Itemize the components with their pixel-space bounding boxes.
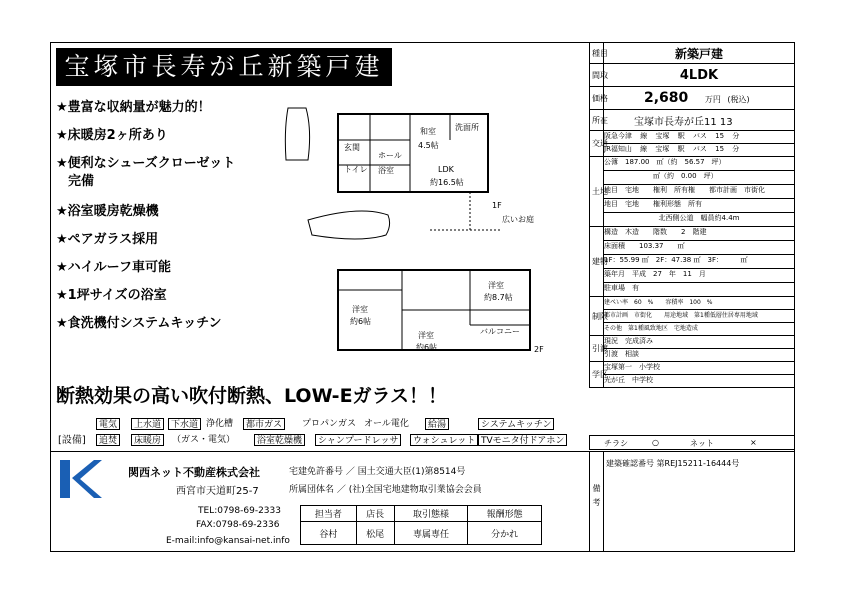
room-label: LDK xyxy=(438,165,454,174)
company-fax: FAX:0798-69-2336 xyxy=(196,520,280,530)
room-label: 4.5帖 xyxy=(418,141,439,150)
handover-row: 現況 完成済み xyxy=(604,336,794,349)
company-email: E-mail:info@kansai-net.info xyxy=(166,536,290,546)
price-unit: 万円 xyxy=(704,95,721,104)
room-label: ホール xyxy=(378,151,402,160)
room-label: 洋室 xyxy=(418,331,434,340)
equipment-item: TVモニタ付ドアホン xyxy=(478,434,567,446)
traffic-label: 交通 xyxy=(590,131,604,157)
headline: 断熱効果の高い吹付断熱、LOW-Eガラス！！ xyxy=(56,385,447,407)
floor-label: 2F xyxy=(534,345,544,354)
room-label: 洋室 xyxy=(488,281,504,290)
land-label: 土地 xyxy=(590,157,604,227)
room-label: 約8.7帖 xyxy=(484,293,513,302)
legal-row: 建ぺい率 60 % 容積率 100 % xyxy=(604,297,794,310)
feature-item: ★ペアガラス採用 xyxy=(56,232,159,247)
staff-header: 担当者 xyxy=(301,506,357,522)
school-row: 光が丘 中学校 xyxy=(604,376,653,384)
handover-row: 引渡 相談 xyxy=(604,350,639,358)
staff-header: 店長 xyxy=(356,506,394,522)
room-label: 約16.5帖 xyxy=(430,178,464,187)
equipment-item: システムキッチン xyxy=(478,418,554,430)
remarks-box xyxy=(589,451,795,552)
building-row: 駐車場 有 xyxy=(604,284,639,292)
layout-value: 4LDK xyxy=(604,64,795,87)
company-tel: TEL:0798-69-2333 xyxy=(198,506,281,516)
remarks-label: 備考 xyxy=(590,452,604,551)
company-association: 所属団体名 ／ (社)全国宅地建物取引業協会会員 xyxy=(289,485,482,495)
floor-plan xyxy=(270,90,570,360)
traffic-row-1: 阪急今津 線 宝塚 駅 バス 15 分 xyxy=(604,131,794,144)
price-label: 価格 xyxy=(590,87,604,110)
equipment-item: プロパンガス xyxy=(302,419,357,429)
feature-item: ★便利なシューズクローゼット xyxy=(56,156,236,171)
land-row: 北西側公道 幅員約4.4m xyxy=(658,214,740,222)
room-label: 浴室 xyxy=(378,166,394,175)
price-value: 2,680 xyxy=(644,90,689,106)
staff-header: 報酬形態 xyxy=(468,506,542,522)
building-row: 築年月 平成 27 年 11 月 xyxy=(604,269,794,283)
floor-label: 1F xyxy=(492,201,502,210)
staff-value: 松尾 xyxy=(356,522,394,545)
room-label: 約6帖 xyxy=(416,343,438,352)
building-row: 1F：55.99 ㎡ 2F：47.38 ㎡ 3F： ㎡ xyxy=(604,255,794,269)
feature-item: ★床暖房2ヶ所あり xyxy=(56,128,168,143)
company-logo xyxy=(58,458,104,500)
feature-item: 完備 xyxy=(68,174,95,189)
staff-value: 谷村 xyxy=(301,522,357,545)
room-label: 広いお庭 xyxy=(502,215,534,224)
school-row: 宝塚第一 小学校 xyxy=(604,362,794,375)
land-row: 公簿 187.00 ㎡（約 56.57 坪） xyxy=(604,157,794,171)
room-label: バルコニー xyxy=(480,327,520,336)
land-row: 地目 宅地 権利形態 所有 xyxy=(604,199,794,213)
layout-label: 間取 xyxy=(590,64,604,87)
equipment-item: 都市ガス xyxy=(243,418,285,430)
net-value: × xyxy=(750,438,757,447)
equipment-item: 浴室乾燥機 xyxy=(254,434,305,446)
flyer-label: チラシ xyxy=(604,439,628,448)
legal-row: 都市計画 市街化 用途地域 第1種低層住居専用地域 xyxy=(604,310,794,323)
room-label: 約6帖 xyxy=(350,317,372,326)
divider xyxy=(50,451,603,452)
location-label: 所在 xyxy=(590,110,604,131)
room-label: 洋室 xyxy=(352,305,368,314)
staff-value: 専属専任 xyxy=(394,522,468,545)
flyer-net-row xyxy=(589,435,795,450)
car-icon xyxy=(308,211,390,239)
room-label: 玄関 xyxy=(344,143,360,152)
handover-label: 引渡 xyxy=(590,336,604,362)
type-label: 種目 xyxy=(590,43,604,64)
room-label: 洗面所 xyxy=(455,123,479,132)
flyer-value: ○ xyxy=(652,438,659,447)
equipment-item: 床暖房 xyxy=(131,434,164,446)
building-row: 床面積 103.37 ㎡ xyxy=(604,241,794,255)
feature-item: ★食洗機付システムキッチン xyxy=(56,316,222,331)
equipment-item: 上水道 xyxy=(131,418,164,430)
equipment-item: オール電化 xyxy=(364,419,409,429)
land-row: 地目 宅地 権利 所有権 都市計画 市街化 xyxy=(604,185,794,199)
type-value: 新築戸建 xyxy=(604,43,795,64)
page-title: 宝塚市長寿が丘新築戸建 xyxy=(56,48,392,86)
equipment-item: （ガス・電気） xyxy=(172,435,236,445)
equipment-item: 電気 xyxy=(96,418,120,430)
feature-item: ★浴室暖房乾燥機 xyxy=(56,204,159,219)
legal-label: 制限 xyxy=(590,297,604,336)
building-label: 建物 xyxy=(590,227,604,297)
equipment-item: 給湯 xyxy=(425,418,449,430)
legal-row: その他 第1種風致地区 宅地造成 xyxy=(604,325,698,332)
net-label: ネット xyxy=(690,439,714,448)
company-name: 関西ネット不動産株式会社 xyxy=(128,466,260,479)
car-icon xyxy=(285,108,309,160)
room-label: 和室 xyxy=(420,127,436,136)
equipment-item: ウォシュレット xyxy=(410,434,478,446)
school-label: 学区 xyxy=(590,362,604,388)
remarks-value: 建築確認番号 第REJ15211-16444号 xyxy=(606,459,740,468)
staff-table xyxy=(300,505,542,545)
room-label: トイレ xyxy=(344,165,368,174)
staff-value: 分かれ xyxy=(468,522,542,545)
equipment-item: シャンプードレッサ xyxy=(315,434,401,446)
building-row: 構造 木造 階数 2 階建 xyxy=(604,227,794,241)
property-details-panel xyxy=(589,42,795,435)
staff-header: 取引態様 xyxy=(394,506,468,522)
equipment-item: 追焚 xyxy=(96,434,120,446)
feature-item: ★豊富な収納量が魅力的！ xyxy=(56,100,211,115)
feature-item: ★ハイルーフ車可能 xyxy=(56,260,172,275)
company-address: 西宮市天道町25-7 xyxy=(176,486,259,497)
equipment-label: [設備] xyxy=(58,435,86,446)
location-value: 宝塚市長寿が丘11 13 xyxy=(604,110,795,131)
tax-note: (税込) xyxy=(727,95,750,104)
feature-item: ★1坪サイズの浴室 xyxy=(56,288,167,303)
traffic-row-2: JR福知山 線 宝塚 駅 バス 15 分 xyxy=(604,145,740,153)
equipment-item: 浄化槽 xyxy=(206,419,234,429)
company-license: 宅建免許番号 ／ 国土交通大臣(1)第8514号 xyxy=(289,467,466,477)
land-row: ㎡（約 0.00 坪） xyxy=(604,171,794,185)
equipment-item: 下水道 xyxy=(168,418,201,430)
